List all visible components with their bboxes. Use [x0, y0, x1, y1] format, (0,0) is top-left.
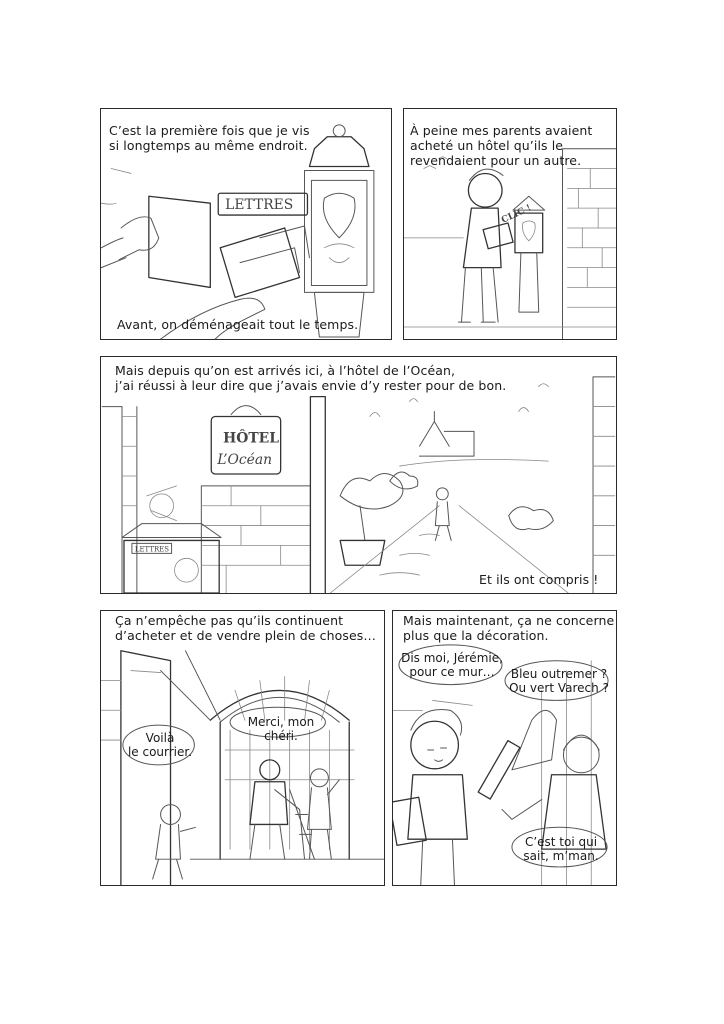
panel-2-sfx: CLIC ! [500, 203, 533, 226]
panel-3-caption-bottom: Et ils ont compris ! [479, 572, 599, 587]
panel-5-bubble-mom-1: Dis moi, Jérémie, pour ce mur… [401, 651, 503, 679]
panel-5 [392, 610, 617, 886]
panel-4 [100, 610, 385, 886]
panel-4-bubble-kid: Voilà le courrier. [127, 731, 193, 759]
panel-3-caption-top: Mais depuis qu’on est arrivés ici, à l’hôtel de l’Océan, j’ai réussi à leur dire que j’avais envie d’y rester pour de bon. [115, 363, 507, 393]
panel-1 [100, 108, 392, 340]
panel-1-mailbox-sign: LETTRES [225, 197, 294, 214]
panel-1-caption-bottom: Avant, on déménageait tout le temps. [117, 317, 359, 332]
panel-3 [100, 356, 617, 594]
panel-2 [403, 108, 617, 340]
panel-3-hotel-sign-line1: HÔTEL [223, 430, 280, 447]
panel-2-caption: À peine mes parents avaient acheté un hôtel qu’ils le revendaient pour un autre. [410, 123, 593, 168]
panel-5-bubble-mom-2: Bleu outremer ? Ou vert Varech ? [509, 667, 609, 695]
panel-4-caption: Ça n’empêche pas qu’ils continuent d’acheter et de vendre plein de choses… [115, 613, 377, 643]
panel-5-caption: Mais maintenant, ça ne concerne plus que la décoration. [403, 613, 615, 643]
panel-3-mailbox-sign: LETTRES [134, 545, 170, 554]
panel-4-bubble-parent: Merci, mon chéri. [247, 715, 315, 743]
panel-3-hotel-sign-line2: L’Océan [217, 452, 273, 469]
panel-1-caption-top: C’est la première fois que je vis si longtemps au même endroit. [109, 123, 310, 153]
panel-5-bubble-kid: C’est toi qui sait, m’man. [523, 835, 599, 863]
